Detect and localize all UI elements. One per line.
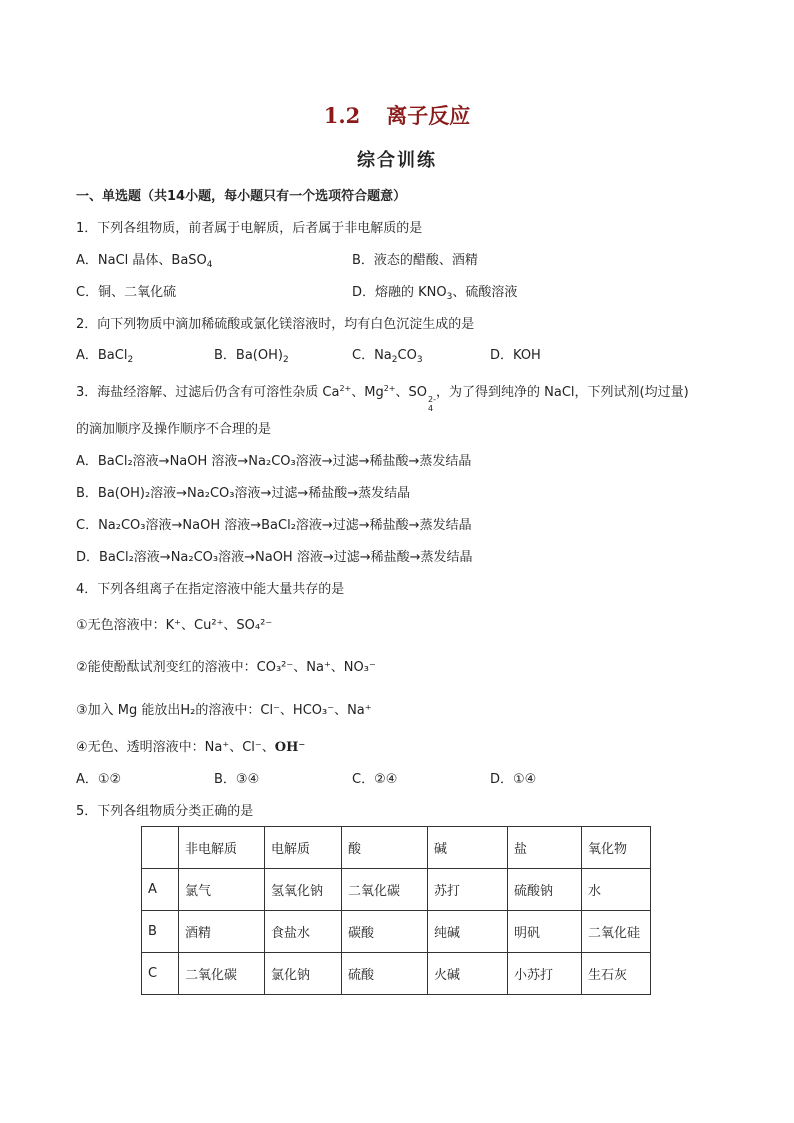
q4-item-2: ②能使酚酞试剂变红的溶液中：CO₃²⁻、Na⁺、NO₃⁻ bbox=[76, 660, 376, 675]
table-cell: 氧化物 bbox=[582, 827, 651, 869]
table-row bbox=[142, 869, 651, 911]
q2-option-b: B．$Ba(OH)_2$ bbox=[214, 348, 289, 365]
q4-option-c: C．②④ bbox=[352, 772, 398, 787]
table-cell: C bbox=[142, 953, 179, 995]
q4-item-1: ①无色溶液中：K⁺、Cu²⁺、SO₄²⁻ bbox=[76, 618, 273, 633]
table-row bbox=[142, 911, 651, 953]
q4-item-4: ④无色、透明溶液中：Na⁺、Cl⁻、OH⁻ bbox=[76, 740, 306, 755]
table-cell: 硫酸钠 bbox=[508, 869, 582, 911]
q3-option-d: D．BaCl₂溶液→Na₂CO₃溶液→NaOH 溶液→过滤→稀盐酸→蒸发结晶 bbox=[76, 550, 473, 565]
table-cell: 纯碱 bbox=[428, 911, 508, 953]
classification-table bbox=[141, 826, 651, 995]
section-number: 1.2 bbox=[323, 103, 361, 128]
table-cell: 碳酸 bbox=[342, 911, 428, 953]
q5-stem: 5．下列各组物质分类正确的是 bbox=[76, 804, 254, 819]
q4-option-d: D．①④ bbox=[490, 772, 537, 787]
q1-option-b: B．液态的醋酸、酒精 bbox=[352, 253, 478, 268]
table-cell bbox=[142, 827, 179, 869]
q3-option-b: B．Ba(OH)₂溶液→Na₂CO₃溶液→过滤→稀盐酸→蒸发结晶 bbox=[76, 486, 411, 501]
table-cell: 水 bbox=[582, 869, 651, 911]
q4-stem: 4．下列各组离子在指定溶液中能大量共存的是 bbox=[76, 582, 345, 597]
q1-option-a: A．NaCl 晶体、BaSO$_4$ bbox=[76, 253, 213, 270]
table-cell: 氯气 bbox=[179, 869, 265, 911]
table-header-row bbox=[142, 827, 651, 869]
table-cell: 二氧化硅 bbox=[582, 911, 651, 953]
q2-stem: 2．向下列物质中滴加稀硫酸或氯化镁溶液时，均有白色沉淀生成的是 bbox=[76, 317, 475, 332]
table-cell: 二氧化碳 bbox=[179, 953, 265, 995]
q3-stem-line2: 的滴加顺序及操作顺序不合理的是 bbox=[76, 422, 272, 437]
q2-option-d: D．KOH bbox=[490, 348, 541, 363]
table-cell: 酒精 bbox=[179, 911, 265, 953]
table-cell: 氯化钠 bbox=[265, 953, 342, 995]
q2-option-a: A．BaCl$_2$ bbox=[76, 348, 134, 365]
table-cell: 生石灰 bbox=[582, 953, 651, 995]
table-cell: B bbox=[142, 911, 179, 953]
q3-stem-line1: 3．海盐经溶解、过滤后仍含有可溶性杂质 $Ca^{2+}$、$Mg^{2+}$、SO 2- 4 ，为了得到纯净的 NaCl，下列试剂(均过量) bbox=[76, 384, 689, 413]
q3-option-a: A．BaCl₂溶液→NaOH 溶液→Na₂CO₃溶液→过滤→稀盐酸→蒸发结晶 bbox=[76, 454, 472, 469]
table-cell: 小苏打 bbox=[508, 953, 582, 995]
title-text: 离子反应 bbox=[386, 103, 471, 128]
q1-option-d: D．熔融的 $KNO_3$、硫酸溶液 bbox=[352, 285, 518, 302]
table-cell: 硫酸 bbox=[342, 953, 428, 995]
q4-option-a: A．①② bbox=[76, 772, 122, 787]
table-cell: 二氧化碳 bbox=[342, 869, 428, 911]
q2-option-c: C．$Na_2CO_3$ bbox=[352, 348, 423, 365]
section-heading: 一、单选题（共14小题，每小题只有一个选项符合题意） bbox=[76, 189, 407, 204]
table-cell: 氢氧化钠 bbox=[265, 869, 342, 911]
table-cell: 非电解质 bbox=[179, 827, 265, 869]
page-subtitle: 综合训练 bbox=[357, 150, 437, 171]
table-cell: 碱 bbox=[428, 827, 508, 869]
page-title bbox=[0, 100, 794, 130]
q4-option-b: B．③④ bbox=[214, 772, 260, 787]
table-cell: 电解质 bbox=[265, 827, 342, 869]
q1-option-c: C．铜、二氧化硫 bbox=[76, 285, 177, 300]
q4-item-3: ③加入 Mg 能放出H₂的溶液中：Cl⁻、HCO₃⁻、Na⁺ bbox=[76, 703, 372, 718]
table-cell: 明矾 bbox=[508, 911, 582, 953]
q1-stem: 1．下列各组物质，前者属于电解质，后者属于非电解质的是 bbox=[76, 221, 423, 236]
table-cell: 火碱 bbox=[428, 953, 508, 995]
table-cell: 盐 bbox=[508, 827, 582, 869]
table-row bbox=[142, 953, 651, 995]
table-cell: A bbox=[142, 869, 179, 911]
q3-option-c: C．Na₂CO₃溶液→NaOH 溶液→BaCl₂溶液→过滤→稀盐酸→蒸发结晶 bbox=[76, 518, 472, 533]
table-cell: 酸 bbox=[342, 827, 428, 869]
table-cell: 食盐水 bbox=[265, 911, 342, 953]
table-cell: 苏打 bbox=[428, 869, 508, 911]
